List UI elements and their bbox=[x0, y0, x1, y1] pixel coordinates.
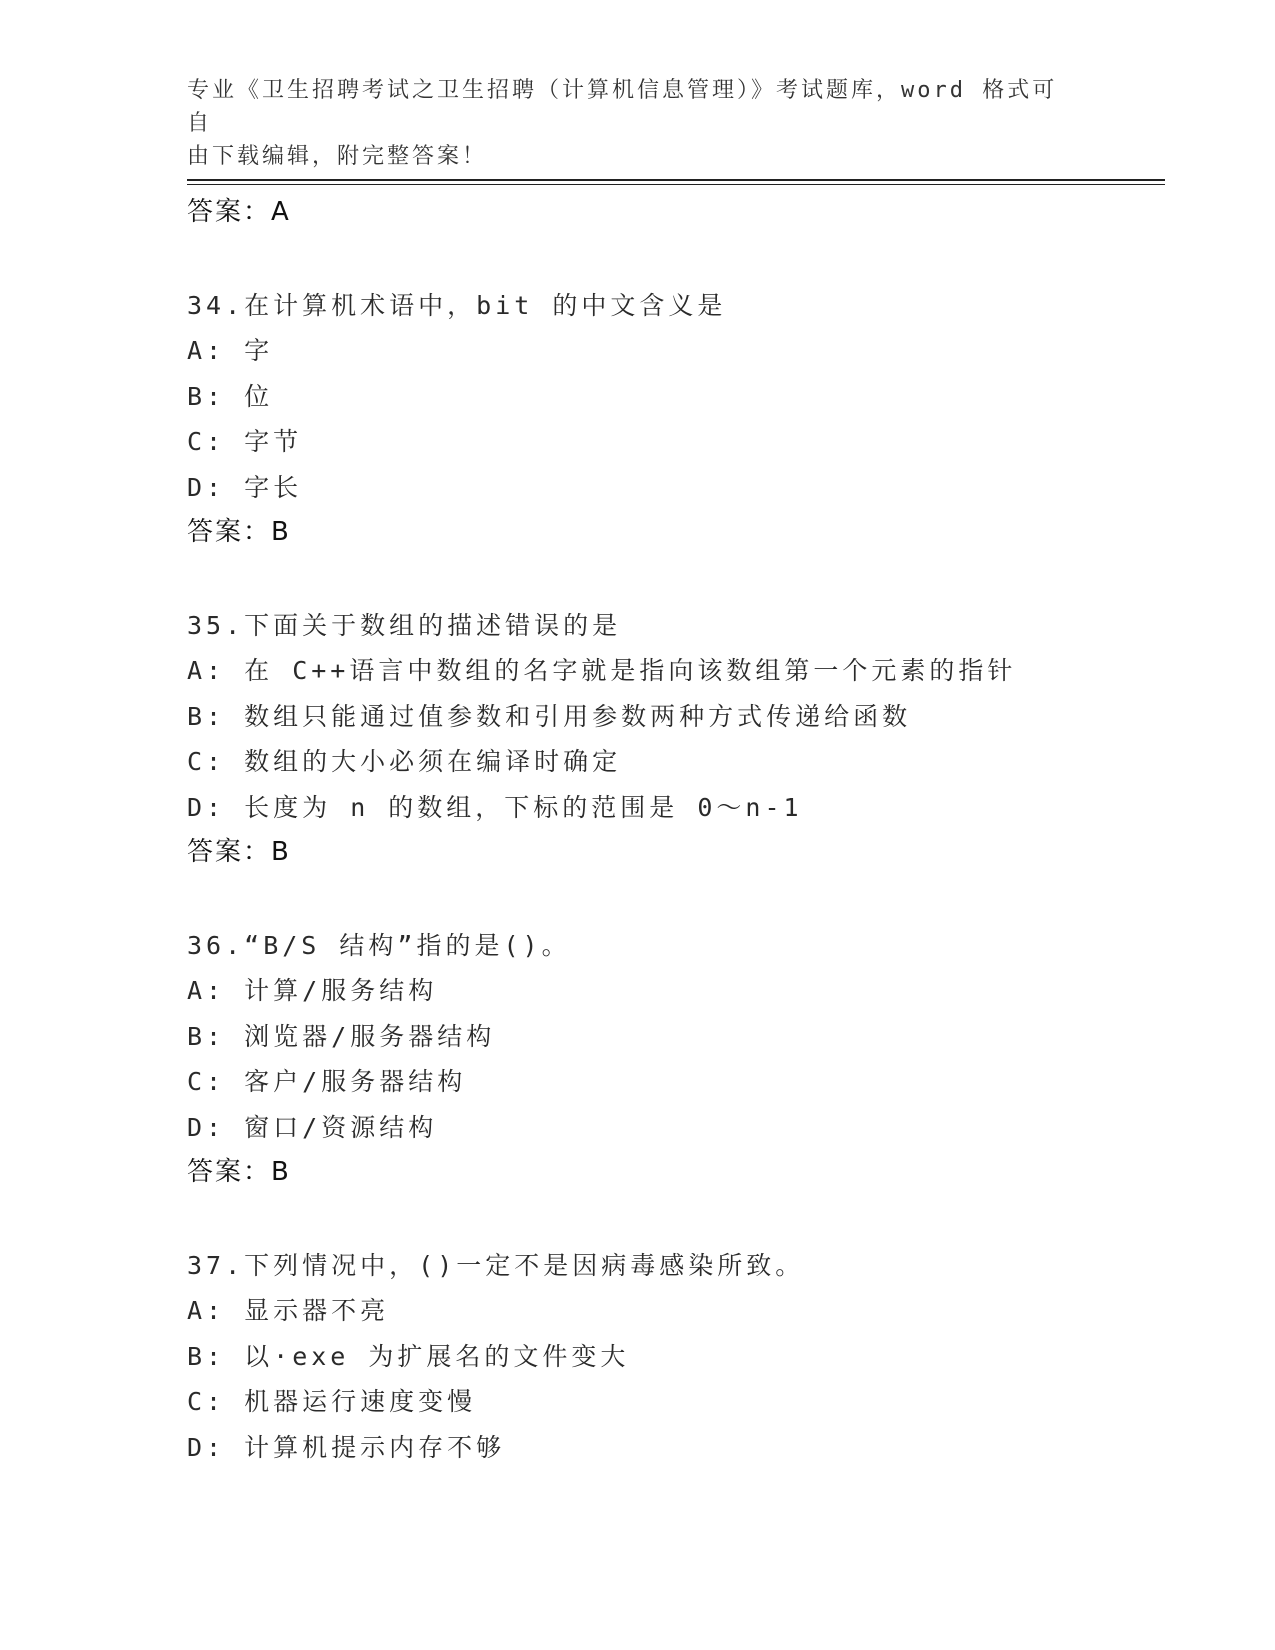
header-line-2: 由下载编辑，附完整答案！ bbox=[187, 144, 488, 169]
question-35 bbox=[187, 603, 1167, 876]
option-d: D: 字长 bbox=[187, 472, 303, 502]
question-36 bbox=[187, 923, 1167, 1196]
option-a: A: 计算/服务结构 bbox=[187, 976, 438, 1005]
question-37 bbox=[187, 1243, 1167, 1471]
option-d: D: 长度为 n 的数组，下标的范围是 0～n-1 bbox=[187, 792, 803, 822]
header-divider-thin bbox=[187, 184, 1165, 185]
document-header bbox=[187, 74, 1067, 173]
header-divider-thick bbox=[187, 179, 1165, 181]
option-b: B: 以·exe 为扩展名的文件变大 bbox=[187, 1341, 630, 1371]
question-list bbox=[187, 190, 1167, 1470]
spacer bbox=[187, 556, 1167, 603]
option-b: B: 位 bbox=[187, 381, 274, 411]
option-a: A: 显示器不亮 bbox=[187, 1296, 390, 1325]
option-d: D: 计算机提示内存不够 bbox=[187, 1432, 506, 1462]
previous-answer: 答案：A bbox=[187, 197, 291, 227]
question-stem: 35.下面关于数组的描述错误的是 bbox=[187, 610, 622, 640]
question-stem: 34.在计算机术语中，bit 的中文含义是 bbox=[187, 290, 727, 320]
option-c: C: 机器运行速度变慢 bbox=[187, 1387, 477, 1416]
option-b: B: 浏览器/服务器结构 bbox=[187, 1021, 496, 1051]
header-line-1: 专业《卫生招聘考试之卫生招聘（计算机信息管理）》考试题库，word 格式可自 bbox=[187, 78, 1058, 136]
option-d: D: 窗口/资源结构 bbox=[187, 1112, 438, 1142]
answer: 答案：B bbox=[187, 517, 291, 547]
spacer bbox=[187, 876, 1167, 923]
question-stem: 36.“B/S 结构”指的是()。 bbox=[187, 930, 571, 960]
answer: 答案：B bbox=[187, 837, 291, 867]
spacer bbox=[187, 236, 1167, 283]
option-c: C: 字节 bbox=[187, 427, 303, 456]
option-b: B: 数组只能通过值参数和引用参数两种方式传递给函数 bbox=[187, 701, 912, 731]
option-c: C: 客户/服务器结构 bbox=[187, 1067, 467, 1096]
answer: 答案：B bbox=[187, 1157, 291, 1187]
question-34 bbox=[187, 283, 1167, 556]
option-c: C: 数组的大小必须在编译时确定 bbox=[187, 747, 622, 776]
option-a: A: 字 bbox=[187, 336, 274, 365]
option-a: A: 在 C++语言中数组的名字就是指向该数组第一个元素的指针 bbox=[187, 656, 1017, 685]
spacer bbox=[187, 1196, 1167, 1243]
question-stem: 37.下列情况中，()一定不是因病毒感染所致。 bbox=[187, 1250, 805, 1280]
